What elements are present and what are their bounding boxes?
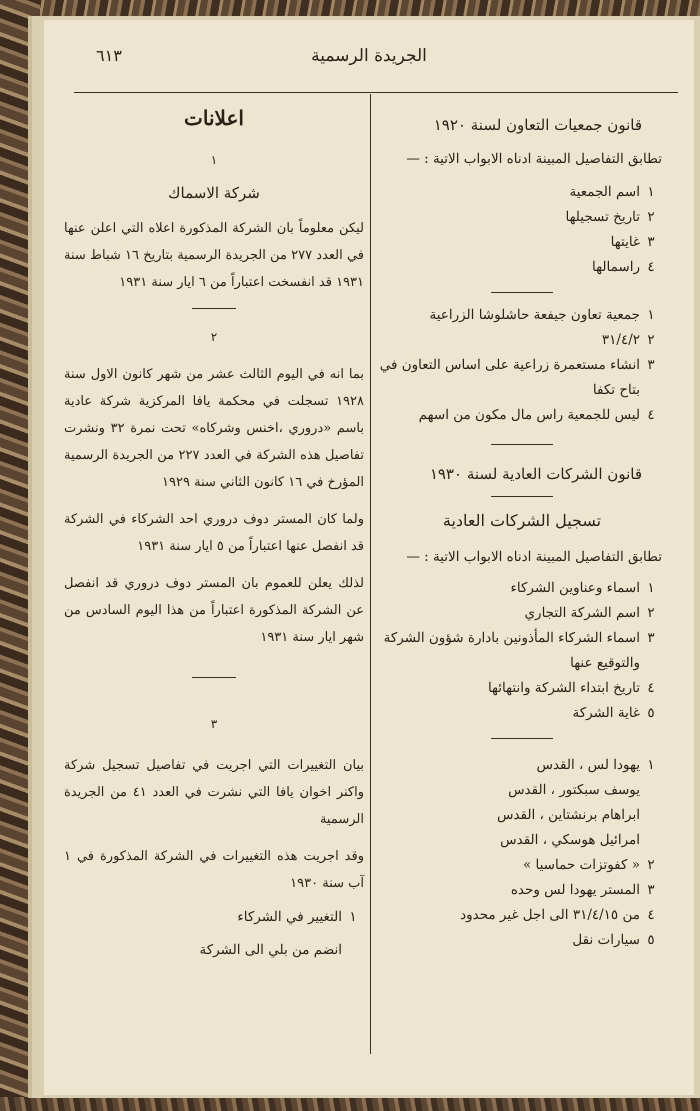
list-item: يوسف سبكتور ، القدس: [508, 782, 640, 798]
law2-title: قانون الشركات العادية لسنة ١٩٣٠: [429, 465, 642, 483]
separator-rule: [491, 738, 553, 739]
notice-number: ١: [210, 153, 218, 167]
law2-items: [382, 576, 662, 726]
notice3-para1: بيان التغييرات التي اجريت في تفاصيل تسجيل شركة واكنر اخوان يافا التي نشرت في العدد ٤١ من الجريدة الرسمية: [64, 758, 365, 827]
notice3-item1: ١التغيير في الشركاء: [237, 909, 357, 925]
list-item: ٤ليس للجمعية راس مال مكون من اسهم: [418, 407, 655, 423]
list-item: ٤راسمالها: [592, 259, 655, 275]
list-item: ٣غايتها: [610, 234, 655, 250]
separator-rule: [491, 292, 553, 293]
list-item: والتوقيع عنها: [570, 655, 640, 671]
list-item: ٤تاريخ ابتداء الشركة وانتهائها: [487, 680, 655, 696]
law1-items: [382, 180, 662, 280]
notice-number: ٢: [210, 330, 218, 344]
list-item: ٢تاريخ تسجيلها: [565, 209, 655, 225]
announcements-heading: اعلانات: [184, 106, 244, 130]
list-item: ٢اسم الشركة التجاري: [524, 605, 655, 621]
law1-title: قانون جمعيات التعاون لسنة ١٩٢٠: [433, 116, 642, 134]
list-item: ١اسم الجمعية: [569, 184, 655, 200]
page-header: [44, 46, 694, 76]
list-item: ٤من ٣١/٤/١٥ الى اجل غير محدود: [460, 907, 655, 923]
separator-rule: [192, 308, 236, 309]
notice3-para2: وقد اجريت هذه التغييرات في الشركة المذكورة في ١ آب سنة ١٩٣٠: [64, 849, 364, 891]
header-rule: [74, 92, 678, 93]
list-item: ٣انشاء مستعمرة زراعية على اساس التعاون في: [379, 357, 655, 373]
notice2-para1: بما انه في اليوم الثالث عشر من شهر كانون الاول سنة ١٩٢٨ تسجلت في محكمة يافا المركزية شركة عادية باسم «دروري ،اخنس وشركاه» تحت نمرة ٣٢ ونشرت تفاصيل هذه الشركة في العدد ٢٢٧ من الجريدة الرسمية المؤرخ في ١٦ كانون الثاني سنة ١٩٢٩: [64, 367, 364, 490]
separator-rule: [192, 677, 236, 678]
law1-intro: تطابق التفاصيل المبينة ادناه الابواب الاتية : —: [406, 151, 662, 167]
notice1-body: ليكن معلوماً بان الشركة المذكورة اعلاه التي اعلن عنها في العدد ٢٧٧ من الجريدة الرسمية بتاريخ ١٦ شباط سنة ١٩٣١ قد انفسخت اعتباراً من ٦ ايار سنة ١٩٣١: [64, 221, 365, 290]
column-divider: [370, 94, 371, 1054]
list-item: بتاح تكفا: [592, 382, 640, 398]
page-number: ٦١٣: [96, 46, 122, 65]
law2-subtitle: تسجيل الشركات العادية: [442, 511, 602, 530]
list-item: ١يهودا لس ، القدس: [536, 757, 655, 773]
journal-title: الجريدة الرسمية: [311, 46, 427, 66]
notice3-item2: انضم من بلي الى الشركة: [199, 942, 342, 958]
separator-rule: [491, 444, 553, 445]
list-item: ٥غاية الشركة: [572, 705, 655, 721]
notice2-para2: ولما كان المستر دوف دروري احد الشركاء في الشركة قد انفصل عنها اعتباراً من ٥ ايار سنة ١٩٣١: [64, 512, 364, 554]
notice-number: ٣: [210, 717, 218, 731]
list-item: ٣المستر يهودا لس وحده: [510, 882, 655, 898]
list-item: ٢٣١/٤/٢: [601, 332, 655, 348]
book-edge-bottom: [0, 1097, 700, 1111]
coop-entries: [379, 303, 662, 428]
right-column: [379, 104, 662, 953]
list-item: ابراهام برنشتاين ، القدس: [496, 807, 640, 823]
list-item: ٣اسماء الشركاء المأذونين بادارة شؤون الشركة: [383, 630, 655, 646]
left-column: [64, 104, 364, 963]
gazette-page: [44, 20, 694, 1095]
list-item: ١اسماء وعناوين الشركاء: [510, 580, 655, 596]
notice1-title: شركة الاسماك: [168, 184, 260, 202]
list-item: ٢« كفوتزات حماسيا »: [522, 857, 655, 873]
list-item: ٥سيارات نقل: [572, 932, 655, 948]
list-item: امرائيل هوسكي ، القدس: [500, 832, 640, 848]
notice2-para3: لذلك يعلن للعموم بان المستر دوف دروري قد انفصل عن الشركة المذكورة اعتباراً من هذا اليوم السادس من شهر ايار سنة ١٩٣١: [64, 576, 364, 645]
company-entries: [382, 753, 662, 953]
separator-rule: [491, 496, 553, 497]
list-item: ١جمعية تعاون جيفعة حاشلوشا الزراعية: [429, 307, 655, 323]
law2-intro: تطابق التفاصيل المبينة ادناه الابواب الاتية : —: [406, 549, 662, 565]
